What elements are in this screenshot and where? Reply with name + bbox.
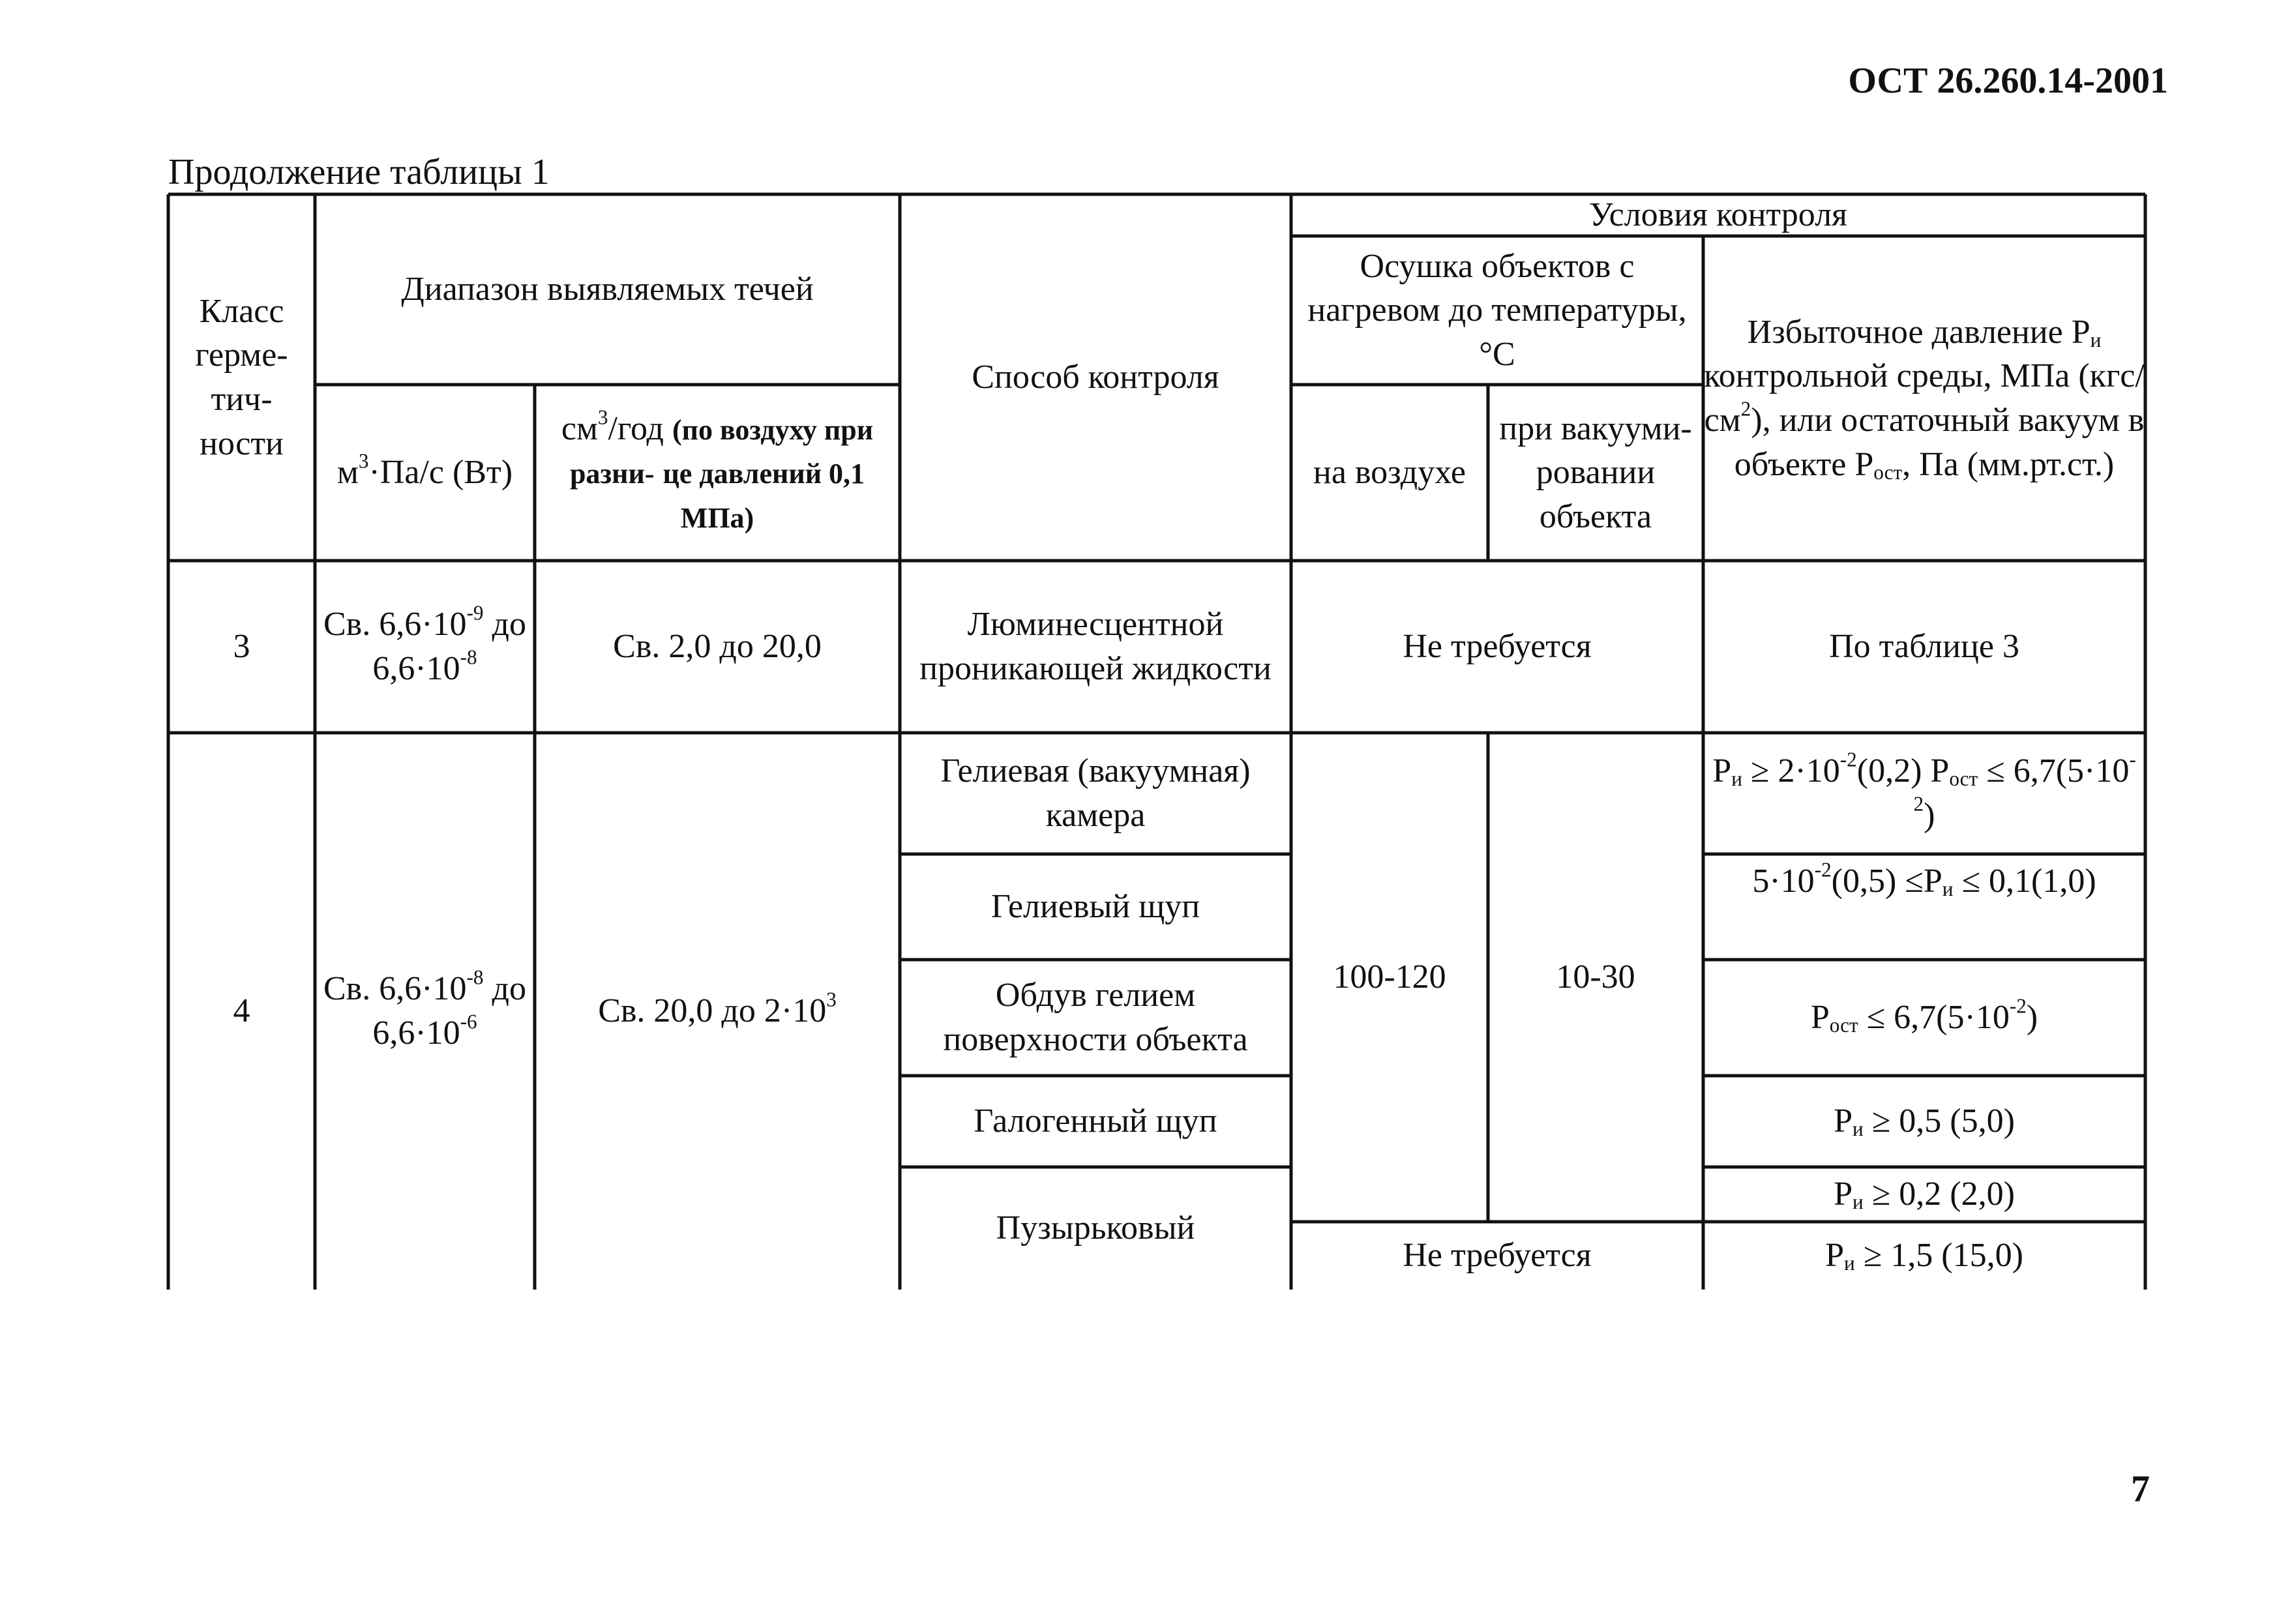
row3-method: Люминесцентной проникающей жидкости	[919, 606, 1272, 687]
row3-pressure: По таблице 3	[1829, 628, 2019, 666]
row4-drying-vacuum: 10-30	[1556, 958, 1635, 996]
method-helium-blow: Обдув гелием поверхности объекта	[943, 977, 1248, 1058]
table-caption: Продолжение таблицы 1	[168, 152, 550, 192]
header-drying: Осушка объектов с нагревом до температуры, °С	[1307, 247, 1687, 373]
row3-range-cm3: Св. 2,0 до 20,0	[613, 628, 822, 666]
pressure-halogen-probe: $Р_и \ge 0,5$ (5,0)	[1834, 1102, 2015, 1141]
document-code: ОСТ 26.260.14-2001	[1848, 61, 2168, 101]
pressure-bubble-dried: $Р_и \ge 0,2$ (2,0)	[1834, 1175, 2015, 1214]
header-class: Класс герме- тич- ности	[195, 292, 288, 462]
row3-range-m3: Св. $6,6\cdot 10^{-9}$ до $6,6\cdot 10^{-8}$	[323, 602, 526, 687]
row3-drying: Не требуется	[1403, 628, 1592, 666]
header-drying-air: на воздухе	[1313, 454, 1466, 492]
method-helium-probe: Гелиевый щуп	[990, 888, 1200, 926]
row4-range-m3: Св. $6,6\cdot 10^{-8}$ до $6,6\cdot 10^{-6}$	[323, 966, 526, 1052]
page-number: 7	[2131, 1468, 2150, 1510]
method-helium-chamber: Гелиевая (вакуумная) камера	[940, 752, 1251, 834]
row4-class: 4	[233, 992, 250, 1030]
pressure-bubble-undried: $Р_и \ge 1,5$ (15,0)	[1825, 1237, 2023, 1275]
method-halogen-probe: Галогенный щуп	[974, 1102, 1217, 1140]
row4-bubble-drying: Не требуется	[1403, 1237, 1592, 1275]
pressure-helium-blow: $Р_{ост} \le 6,7(5\cdot 10^{-2})$	[1810, 994, 2038, 1037]
row3-class: 3	[233, 628, 250, 666]
header-method: Способ контроля	[972, 359, 1219, 396]
method-bubble: Пузырьковый	[996, 1209, 1195, 1247]
header-detection-range: Диапазон выявляемых течей	[401, 271, 814, 308]
pressure-helium-chamber: $Р_и \ge 2\cdot 10^{-2}(0,2) Р_{ост} \le 6,7(5\cdot 10^{-2})$	[1712, 748, 2136, 834]
row4-drying-air: 100-120	[1333, 958, 1446, 996]
header-unit-m3: $м^3\cdot Па/с$ (Вт)	[336, 449, 513, 492]
header-pressure: Избыточное давление $Р_и$ контрольной среды, МПа $(кгс/см^2)$, или остаточный вакуум в объекте $Р_{ост}$, Па (мм.рт.ст.)	[1704, 313, 2145, 484]
header-conditions: Условия контроля	[1589, 196, 1847, 234]
row4-range-cm3: Св. 20,0 до $2\cdot 10^3$	[598, 988, 837, 1030]
pressure-helium-probe: $5\cdot 10^{-2}(0,5) \le Р_и \le 0,1(1,0)$	[1752, 858, 2096, 901]
header-unit-cm3: $см^3$/год (по воздуху при разни- це давлений 0,1 МПа)	[561, 406, 874, 534]
header-drying-vacuum: при вакууми- ровании объекта	[1499, 409, 1692, 535]
